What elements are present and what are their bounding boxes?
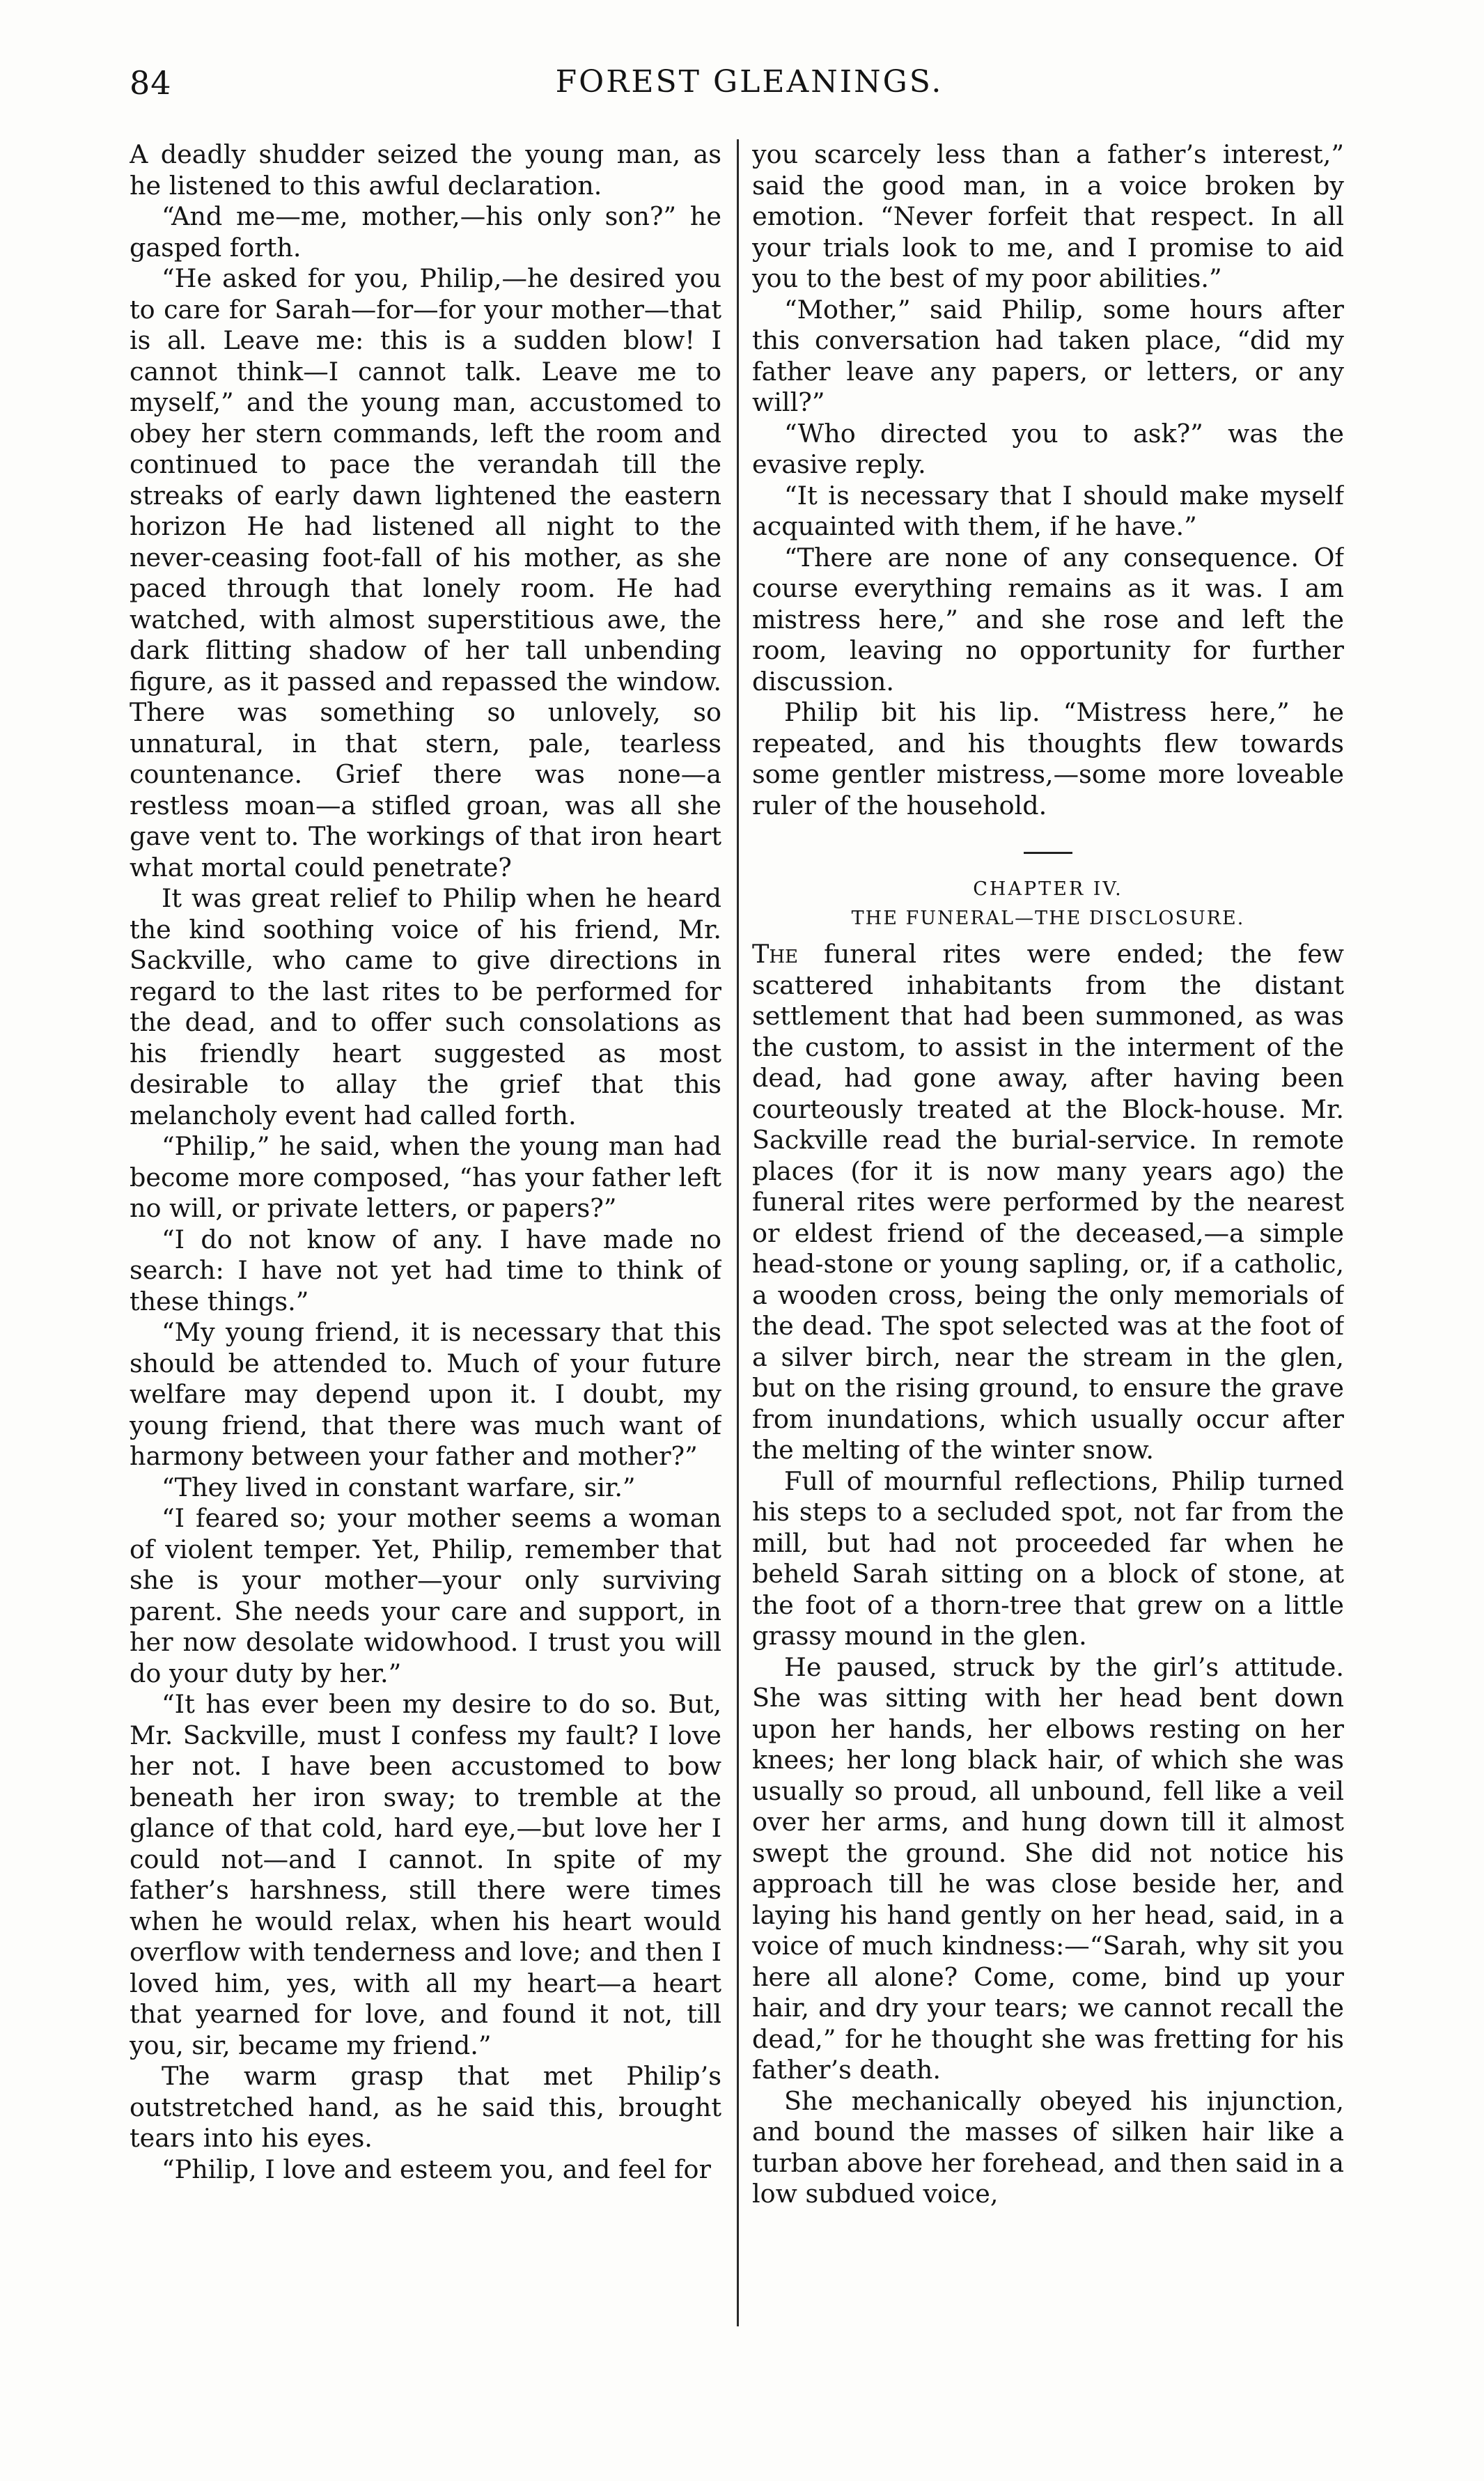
paragraph: The warm grasp that met Philip’s outstretched hand, as he said this, brought tears into his eyes. — [130, 2061, 721, 2153]
section-rule — [1024, 852, 1072, 854]
paragraph: you scarcely less than a father’s interest,” said the good man, in a voice broken by emotion. “Never forfeit that respect. In all your trials look to me, and I promise to aid you to the best of my poor abilities.” — [752, 139, 1344, 293]
paragraph: He paused, struck by the girl’s attitude. She was sitting with her head bent down upon her hands, her elbows resting on her knees; her long black hair, of which she was usually so proud, all unbound, fell like a veil over her arms, and hung down till it almost swept the ground. She did not notice his approach till he was close beside her, and laying his hand gently on her head, said, in a voice of much kindness:—“Sarah, why sit you here all alone? Come, come, bind up your hair, and dry your tears; we cannot recall the dead,” for he thought she was fretting for his father’s death. — [752, 1651, 1344, 2085]
column-divider — [737, 139, 739, 2326]
paragraph: “There are none of any consequence. Of course everything remains as it was. I am mistress here,” and she rose and left the room, leaving no opportunity for further discussion. — [752, 542, 1344, 697]
chapter-subtitle: THE FUNERAL—THE DISCLOSURE. — [851, 908, 1245, 929]
paragraph: It was great relief to Philip when he heard the kind soothing voice of his friend, Mr. Sackville, who came to give directions in regard to the last rites to be performed for the dead, and to offer such consolations as his friendly heart suggested as most desirable to allay the grief that this melancholy event had called forth. — [130, 883, 721, 1130]
chapter-first-word: The — [752, 939, 798, 969]
paragraph: Full of mournful reflections, Philip turned his steps to a secluded spot, not far from the mill, but had not proceeded far when he beheld Sarah sitting on a block of stone, at the foot of a thorn-tree that grew on a little grassy mound in the glen. — [752, 1465, 1344, 1651]
paragraph: Philip bit his lip. “Mistress here,” he repeated, and his thoughts flew towards some gentler mistress,—some more loveable ruler of the household. — [752, 697, 1344, 820]
paragraph: “Mother,” said Philip, some hours after this conversation had taken place, “did my father leave any papers, or letters, or any will?” — [752, 294, 1344, 417]
paragraph: “It has ever been my desire to do so. But, Mr. Sackville, must I confess my fault? I love her not. I have been accustomed to bow beneath her iron sway; to tremble at the glance of that cold, hard eye,—but love her I could not—and I cannot. In spite of my father’s harshness, still there were times when he would relax, when his heart would overflow with tenderness and love; and then I loved him, yes, with all my heart—a heart that yearned for love, and found it not, till you, sir, became my friend.” — [130, 1689, 721, 2060]
page-header — [130, 64, 1369, 120]
paragraph: A deadly shudder seized the young man, as he listened to this awful declaration. — [130, 139, 721, 201]
paragraph: “I do not know of any. I have made no search: I have not yet had time to think of these things.” — [130, 1224, 721, 1316]
paragraph: “It is necessary that I should make myself acquainted with them, if he have.” — [752, 480, 1344, 541]
paragraph: “Philip,” he said, when the young man had become more composed, “has your father left no will, or private letters, or papers?” — [130, 1131, 721, 1223]
chapter-first-text: funeral rites were ended; the few scattered inhabitants from the distant settlement that had been summoned, as was the custom, to assist in the interment of the dead, had gone away, after having been courteously treated at the Block-house. Mr. Sackville read the burial-service. In remote places (for it is now many years ago) the funeral rites were performed by the nearest or eldest friend of the deceased,—a simple head-stone or young sapling, or, if a catholic, a wooden cross, being the only memorials of the dead. The spot selected was at the foot of a silver birch, near the stream in the glen, but on the rising ground, to ensure the grave from inundations, which usually occur after the melting of the winter snow. — [752, 939, 1344, 1465]
paragraph: “I feared so; your mother seems a woman of violent temper. Yet, Philip, remember that she is your mother—your only surviving parent. She needs your care and support, in her now desolate widowhood. I trust you will do your duty by her.” — [130, 1503, 721, 1688]
page-number: 84 — [130, 64, 172, 102]
running-title: FOREST GLEANINGS. — [555, 64, 944, 100]
paragraph: “And me—me, mother,—his only son?” he gasped forth. — [130, 201, 721, 263]
chapter-heading: CHAPTER IV. — [973, 878, 1123, 900]
paragraph: “Philip, I love and esteem you, and feel for — [162, 2154, 711, 2184]
paragraph: “My young friend, it is necessary that this should be attended to. Much of your future welfare may depend upon it. I doubt, my young friend, that there was much want of harmony between your father and mother?” — [130, 1317, 721, 1471]
right-column — [752, 139, 1344, 2354]
chapter-opening-paragraph — [752, 939, 1344, 1466]
paragraph: She mechanically obeyed his injunction, and bound the masses of silken hair like a turban above her forehead, and then said in a low subdued voice, — [752, 2085, 1344, 2209]
chapter-break — [752, 821, 1344, 933]
paragraph: “He asked for you, Philip,—he desired you to care for Sarah—for—for your mother—that is all. Leave me: this is a sudden blow! I cannot think—I cannot talk. Leave me to myself,” and the young man, accustomed to obey her stern commands, left the room and continued to pace the verandah till the streaks of early dawn lightened the eastern horizon He had listened all night to the never-ceasing foot-fall of his mother, as she paced through that lonely room. He had watched, with almost superstitious awe, the dark flitting shadow of her tall unbending figure, as it passed and repassed the window. There was something so unlovely, so unnatural, in that stern, pale, tearless countenance. Grief there was none—a restless moan—a stifled groan, was all she gave vent to. The workings of that iron heart what mortal could penetrate? — [130, 263, 721, 882]
paragraph: “Who directed you to ask?” was the evasive reply. — [752, 418, 1344, 479]
paragraph: “They lived in constant warfare, sir.” — [162, 1472, 636, 1502]
left-column — [130, 139, 721, 2354]
